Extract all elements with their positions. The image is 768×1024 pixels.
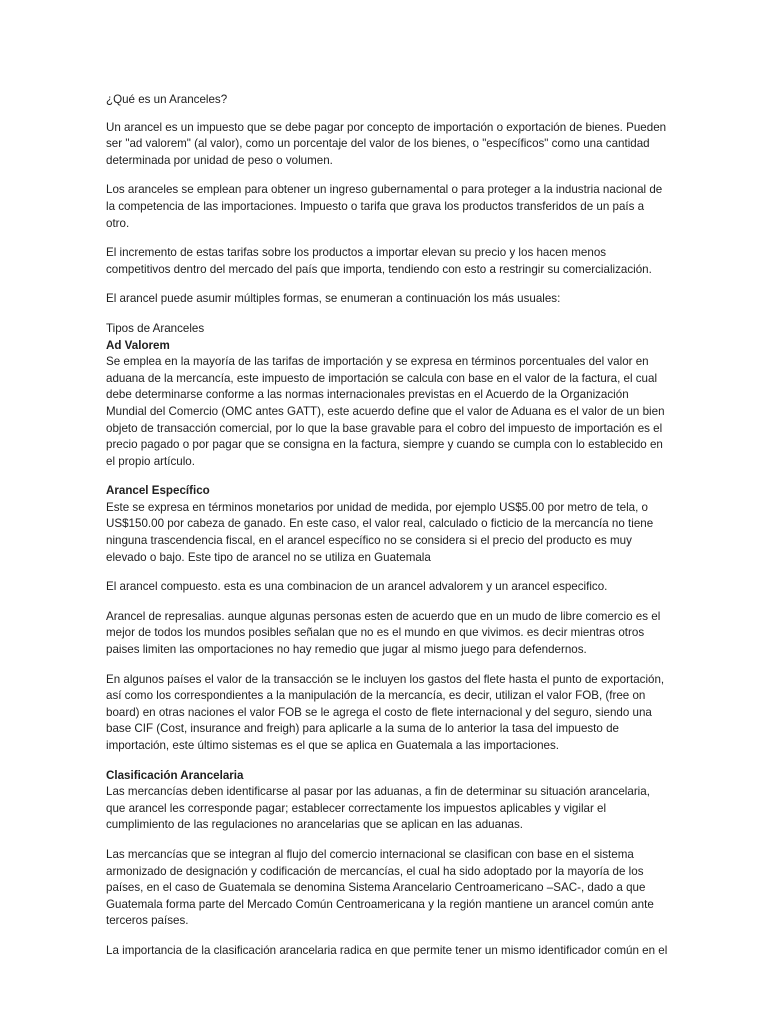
paragraph-forms: El arancel puede asumir múltiples formas, se enumeran a continuación los más usuales: [106,292,561,306]
section-clasificacion [106,768,668,834]
especifico-text: Este se expresa en términos monetarios por unidad de medida, por ejemplo US$5.00 por metro de tela, o US$150.00 por cabeza de ganado. En este caso, el valor real, calculado o ficticio de la mercancía no tiene ninguna trascendencia fiscal, en el arancel específico no se considera si el precio del producto es muy elevado o bajo. Este tipo de arancel no se utiliza en Guatemala [106,500,654,564]
clasificacion-heading: Clasificación Arancelaria [106,768,244,782]
paragraph-compuesto: El arancel compuesto. esta es una combinacion de un arancel advalorem y un arancel especifico. [106,580,608,594]
paragraph-increment: El incremento de estas tarifas sobre los productos a importar elevan su precio y los hacen menos competitivos dentro del mercado del país que importa, tendiendo con esto a restringir su comercialización. [106,246,652,276]
ad-valorem-heading: Ad Valorem [106,338,170,352]
document-title: ¿Qué es un Aranceles? [106,93,228,106]
paragraph-sac: Las mercancías que se integran al flujo del comercio internacional se clasifican con base en el sistema armonizado de designación y codificación de mercancías, el cual ha sido adoptado por la mayoría de los países, en el caso de Guatemala se denomina Sistema Arancelario Centroamericano –SAC-, dado a que Guatemala forma parte del Mercado Común Centroamericana y la región mantiene un arancel común ante terceros países. [106,847,654,928]
paragraph-represalias: Arancel de represalias. aunque algunas personas esten de acuerdo que en un mudo de libre comercio es el mejor de todos los mundos posibles señalan que no es el mundo en que vivimos. es decir mientras otros paises limiten las omportaciones no hay remedio que jugar al mismo juego para defendernos. [106,609,661,657]
especifico-heading: Arancel Específico [106,484,210,498]
paragraph-importancia: La importancia de la clasificación arancelaria radica en que permite tener un mismo identificador común en el [106,943,668,957]
section-ad-valorem [106,321,668,470]
tipos-heading: Tipos de Aranceles [106,321,205,335]
paragraph-purpose: Los aranceles se emplean para obtener un ingreso gubernamental o para proteger a la industria nacional de la competencia de las importaciones. Impuesto o tarifa que grava los productos transferidos de un país a otro. [106,183,663,230]
paragraph-fob: En algunos países el valor de la transacción se le incluyen los gastos del flete hasta el punto de exportación, así como los correspondientes a la manipulación de la mercancía, es decir, utilizan el valor FOB, (free on board) en otras naciones el valor FOB se le agrega el costo de flete internacional y del seguro, siendo una base CIF (Cost, insurance and freigh) para aplicarle a la suma de lo anterior la tasa del impuesto de importación, este último sistemas es el que se aplica en Guatemala a las importaciones. [106,672,665,752]
section-especifico [106,483,668,566]
ad-valorem-text: Se emplea en la mayoría de las tarifas de importación y se expresa en términos porcentuales del valor en aduana de la mercancía, este impuesto de importación se calcula con base en el valor de la factura, el cual debe determinarse conforme a las normas internacionales previstas en el Acuerdo de la Organización Mundial del Comercio (OMC antes GATT), este acuerdo define que el valor de Aduana es el valor de un bien objeto de transacción comercial, por lo que la base gravable para el cobro del impuesto de importación es el precio pagado o por pagar que se consigna en la factura, siempre y cuando se cumpla con lo establecido en el propio artículo. [106,355,665,468]
clasificacion-text: Las mercancías deben identificarse al pasar por las aduanas, a fin de determinar su situación arancelaria, que arancel les corresponde pagar; establecer correctamente los impuestos aplicables y vigilar el cumplimiento de las regulaciones no arancelarias que se aplican en las aduanas. [106,785,650,832]
paragraph-definition: Un arancel es un impuesto que se debe pagar por concepto de importación o exportación de bienes. Pueden ser "ad valorem" (al valor), como un porcentaje del valor de los bienes, o "específicos" como una cantidad determinada por unidad de peso o volumen. [106,120,667,167]
